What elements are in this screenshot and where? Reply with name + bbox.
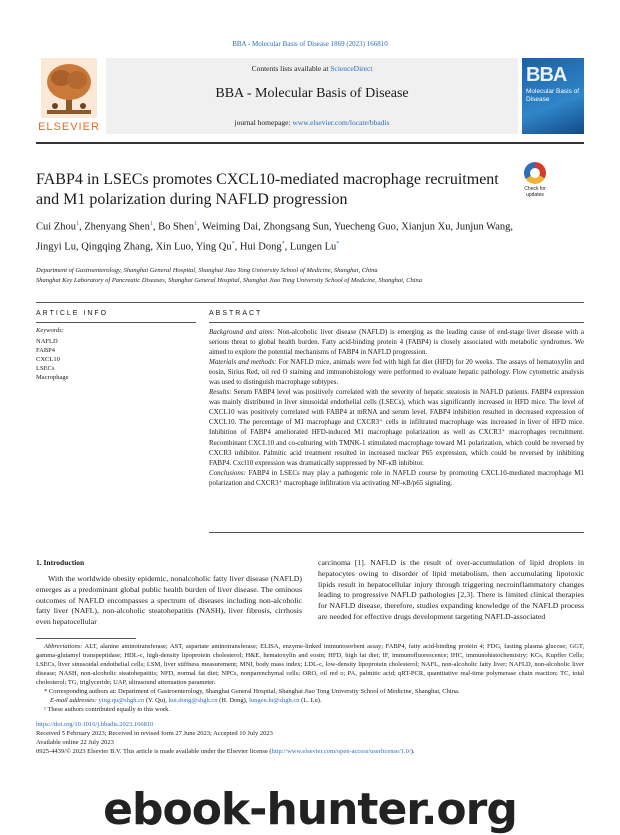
introduction-heading: 1. Introduction <box>36 558 85 567</box>
email-owner: (H. Dong), <box>217 697 250 704</box>
author-name[interactable]: Qingqing Zhang <box>81 241 151 252</box>
header-divider <box>36 302 584 303</box>
elsevier-logo <box>36 58 102 134</box>
keyword: Macrophage <box>36 374 69 381</box>
contents-line <box>106 64 518 73</box>
author-name[interactable]: Zhongsang Sun <box>263 221 329 233</box>
journal-info-box <box>106 58 518 134</box>
author-name[interactable]: Xianjun Xu <box>401 221 451 233</box>
email-link-qu[interactable]: ying.qu@shgh.cn <box>98 697 145 704</box>
abstract-heading: ABSTRACT <box>209 310 263 317</box>
abbreviations-note <box>36 642 584 687</box>
affiliations <box>36 266 584 286</box>
abbreviations-label: Abbreviations: <box>44 643 83 650</box>
abbreviations-text: ALT, alanine aminotransferase; AST, aspartate aminotransferase; ELISA, enzyme-linked immunosorbent assay; FABP4, fatty acid-binding protein 4; FDG, fasting plasma glucose; GGT, gamma-glutamyl transpeptidase; HDL-c, high-density lipoprotein cholesterol; H&E, hematoxylin and eosin; HFD, high fat diet; IF, immunofluorescence; IHC, immunohistochemistry; KCs, Kupffer Cells; LSECs, liver sinusoidal endothelial cells; LSM, liver stiffness measurement; MNI, body mass index; LDL-c, low-density lipoprotein cholesterol; NAFL, non-alcoholic fatty liver; NAFLD, non-alcoholic liver disease; NASH, non-alcoholic steatohepatitis; NFD, normal fat diet; NPCs, nonparenchymal cells; ORO, oil red o; PA, palmitic acid; qRT-PCR, quantitative real-time polymerase chain reaction; TC, total cholesterol; TG, triglyceride; UAP, ultrasound attenuation parameter. <box>36 643 584 686</box>
author-mark: 1 <box>193 221 197 227</box>
sciencedirect-link[interactable]: ScienceDirect <box>330 64 373 73</box>
publisher-name: ELSEVIER <box>38 121 100 133</box>
elsevier-tree-icon <box>41 58 97 118</box>
abstract-results <box>209 387 584 467</box>
author-name[interactable]: Junjun Wang <box>455 221 511 233</box>
journal-masthead <box>36 58 584 136</box>
license-line <box>36 747 584 756</box>
author-mark: * <box>336 240 340 247</box>
intro-left-column <box>36 574 302 628</box>
email-label: E-mail addresses: <box>50 697 97 704</box>
author-mark: * <box>281 240 285 247</box>
author-name[interactable]: Hui Dong <box>239 241 282 252</box>
intro-paragraph: With the worldwide obesity epidemic, nonalcoholic fatty liver disease (NAFLD) emerges as a predominant global public health burden of liver disease. The ominous outcomes of NAFLD encompasses a spectrum of diseases including non-alcoholic fatty liver (NAFL), non-alcoholic steatohepatitis (NASH), liver fibrosis, cirrhosis even hepatocellular <box>36 574 302 627</box>
equal-contribution-note: ¹ These authors contributed equally to this work. <box>44 706 171 713</box>
doi-link[interactable]: https://doi.org/10.1016/j.bbadis.2023.166810 <box>36 721 154 728</box>
homepage-prefix: journal homepage: <box>234 118 293 127</box>
author-name[interactable]: Ying Qu <box>195 241 232 252</box>
email-note <box>36 696 584 705</box>
email-link-lu[interactable]: lungen.lu@shgh.cn <box>249 697 300 704</box>
masthead-divider <box>36 142 584 144</box>
article-info-rule <box>36 322 196 323</box>
author-name[interactable]: Yuecheng Guo <box>333 221 396 233</box>
cover-subtitle: Molecular Basis of Disease <box>526 88 580 103</box>
conclusions-label: Conclusions: <box>209 468 246 477</box>
email-link-dong[interactable]: hui.dong@shgh.cn <box>168 697 218 704</box>
license-suffix: ). <box>410 748 415 755</box>
watermark-text: ebook-hunter.org <box>103 784 517 835</box>
author-list: Cui Zhou$^1$, Zhenyang Shen$^1$, Bo Shen$^1$, Weiming Dai, Zhongsang Sun, Yuecheng Guo, Xianjun Xu, Junjun Wang, Jingyi Lu, Qingqing Zhang, Xin Luo, Ying Qu*, Hui Dong*, Lungen Lu* <box>36 221 514 252</box>
journal-homepage-link[interactable]: www.elsevier.com/locate/bbadis <box>292 118 390 127</box>
background-label: Background and aims: <box>209 328 275 336</box>
keywords-list <box>36 337 68 382</box>
contents-prefix: Contents lists available at <box>251 64 331 73</box>
results-text: Serum FABP4 level was positively correlated with the severity of hepatic steatosis in NAFLD patients. FABP4 expression was mainly distributed in liver sinusoidal endothelial cells (LSECs), which was significantly increased in HFD mice. The level of CXCL10 was positively correlated with FABP4 at mRNA and serum level. FABP4 inhibition resulted in decreased expression of CXCL10. The percentage of M1 macrophage and CXCR3⁺ cells in infiltrated macrophage was increased in liver of HFD mice. Inhibition of FABP4 ameliorated HFD-induced M1 macrophage polarization as well as CXCR3⁺ macrophages recruitment. Recombinant CXCL10 and co-culturing with TMNK-1 stimulated macrophage toward M1 polarization, which could be reversed by CXCR3 inhibitor. Palmitic acid treatment resulted in increased nuclear P65 expression, which could be reversed by inhibiting FABP4. Cxcl10 expression was dramatically suppressed by NF-κB inhibitor. <box>209 388 584 467</box>
affiliation-2: Shanghai Key Laboratory of Pancreatic Diseases, Shanghai General Hospital, Shanghai Jiao Tong University School of Medicine, Shanghai, China <box>36 277 423 284</box>
keyword: CXCL10 <box>36 356 60 363</box>
license-link[interactable]: http://www.elsevier.com/open-access/userlicense/1.0/ <box>271 748 411 755</box>
author-name[interactable]: Cui Zhou <box>36 221 76 233</box>
results-label: Results: <box>209 388 232 397</box>
author-name[interactable]: Xin Luo <box>155 241 191 252</box>
author-name[interactable]: Zhenyang Shen <box>84 221 150 233</box>
abstract-background <box>209 327 584 357</box>
abstract-rule <box>209 322 584 323</box>
homepage-line <box>106 118 518 127</box>
abstract-methods <box>209 357 584 387</box>
author-mark: * <box>231 240 235 247</box>
keyword: FABP4 <box>36 347 56 354</box>
intro-paragraph-continued: carcinoma [1]. NAFLD is the result of over-accumulation of lipid droplets in hepatocytes owing to disorder of lipid metabolism, then accumulating lipotoxic lipids result in hepatocellular injury through triggering necroinflammatory changes leading to progressive NAFLD pathologies [2,3]. There is limited clinical therapies for NAFLD disease, therefore, studies expanding knowledge of the NAFLD process are needed for effective drugs development targeting NAFLD-associated <box>318 558 584 621</box>
author-name[interactable]: Lungen Lu <box>289 241 337 252</box>
footnotes <box>36 642 584 714</box>
keyword: NAFLD <box>36 338 58 345</box>
email-owner: (Y. Qu), <box>144 697 169 704</box>
check-updates-label: Check for updates <box>524 186 546 198</box>
running-head[interactable]: BBA - Molecular Basis of Disease 1869 (2023) 166810 <box>232 40 388 48</box>
conclusions-text: FABP4 in LSECs may play a pathogenic role in NAFLD course by promoting CXCL10-mediated macrophage M1 polarization and CXCR3⁺ macrophage infiltration via activating NF-κB/p65 signaling. <box>209 468 584 487</box>
cover-letters: BBA <box>526 64 567 86</box>
author-mark: 1 <box>149 221 153 227</box>
keyword: LSECs <box>36 365 55 372</box>
journal-title: BBA - Molecular Basis of Disease <box>215 86 409 101</box>
affiliation-1: Department of Gastroenterology, Shanghai General Hospital, Shanghai Jiao Tong University School of Medicine, Shanghai, China <box>36 267 378 274</box>
methods-text: For NAFLD mice, animals were fed with high fat diet (HFD) for 20 weeks. The assays of hematoxylin and eosin, Sirius Red, oil red O staining and immunohistology were performed to evaluate hepatic pathology. Flow cytometric analysis was used to distinguish macrophage subtypes. <box>209 358 584 387</box>
journal-cover-image <box>522 58 584 134</box>
author-name[interactable]: Weiming Dai <box>202 221 259 233</box>
author-mark: 1 <box>75 221 79 227</box>
check-updates-icon <box>524 162 546 184</box>
article-title: FABP4 in LSECs promotes CXCL10-mediated macrophage recruitment and M1 polarization during NAFLD progression <box>36 171 499 208</box>
publication-info <box>36 720 584 756</box>
intro-right-column <box>318 558 584 623</box>
abstract-conclusions <box>209 468 584 488</box>
footnote-divider <box>36 638 136 639</box>
keywords-label: Keywords: <box>36 327 64 334</box>
background-text: Non-alcoholic liver disease (NAFLD) is emerging as the leading cause of end-stage liver disease with a serious threat to global health burden. Fatty acid-binding protein 4 (FABP4) is closely associated with metabolic syndromes. We aimed to explore the potential mechanisms of FABP4 in NAFLD progression. <box>209 328 584 357</box>
received-dates: Received 5 February 2023; Received in revised form 27 June 2023; Accepted 10 July 2023 <box>36 730 273 737</box>
author-name[interactable]: Jingyi Lu <box>36 241 76 252</box>
abstract-end-rule <box>209 532 584 533</box>
online-date: Available online 22 July 2023 <box>36 739 114 746</box>
methods-label: Materials and methods: <box>209 358 277 367</box>
license-prefix: 0925-4439/© 2023 Elsevier B.V. This article is made available under the Elsevier license ( <box>36 748 272 755</box>
abstract-body <box>209 327 584 488</box>
corresponding-note: * Corresponding authors at: Department of Gastroenterology, Shanghai General Hospital, Shanghai Jiao Tong University School of Medicine, Shanghai, China. <box>44 688 460 695</box>
check-for-updates-button[interactable] <box>520 162 550 198</box>
email-owner: (L. Lu). <box>299 697 322 704</box>
article-info-heading: ARTICLE INFO <box>36 310 109 317</box>
author-name[interactable]: Bo Shen <box>158 221 194 233</box>
